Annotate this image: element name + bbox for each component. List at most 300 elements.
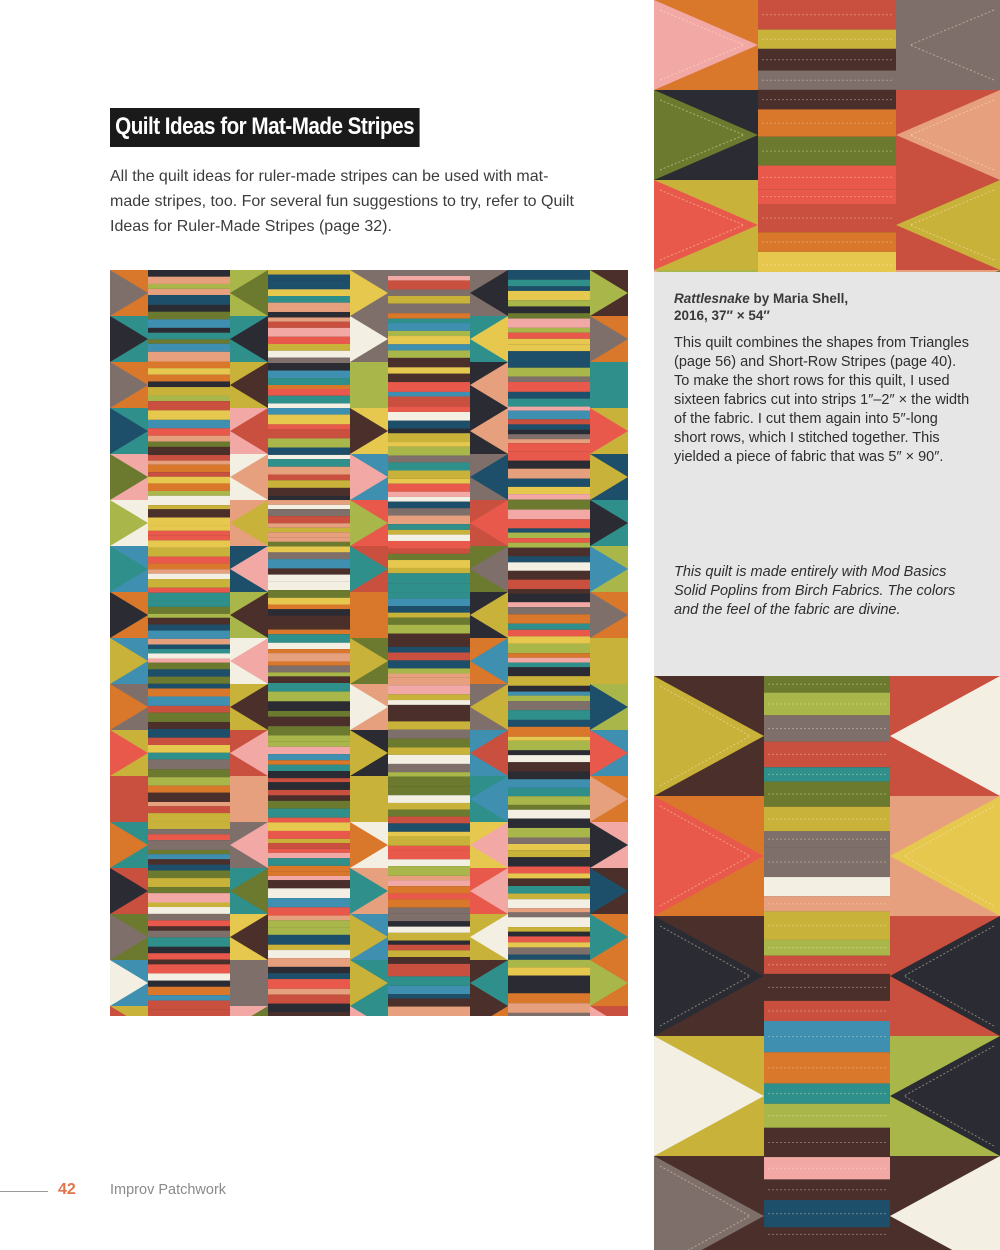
quilt-stripe [148,729,230,738]
quilt-stripe [148,813,230,821]
quilt-stripe [508,533,590,538]
quilt-stripe [148,960,230,965]
quilt-stripe [508,300,590,306]
quilt-stripe [388,647,470,653]
quilt-stripe [508,548,590,557]
quilt-stripe [388,739,470,748]
quilt-stripe [508,636,590,643]
quilt-stripe [148,496,230,505]
quilt-stripe [268,839,350,843]
quilt-stripe [508,451,590,460]
quilt-stripe [508,434,590,439]
quilt-detail-photo-top [654,0,1000,272]
quilt-stripe [268,692,350,702]
quilt-stripe [268,415,350,425]
quilt-stripe [508,607,590,614]
quilt-stripe [388,535,470,541]
quilt-stripe [388,592,470,599]
quilt-stripe [268,496,350,500]
quilt-stripe [268,328,350,337]
quilt-stripe [388,433,470,442]
quilt-stripe [388,634,470,643]
quilt-stripe [508,614,590,623]
quilt-stripe [148,396,230,402]
quilt-stripe [764,767,890,781]
quilt-stripe [268,643,350,649]
quilt-stripe [268,275,350,281]
quilt-stripe [148,1010,230,1016]
quilt-stripe [388,674,470,678]
quilt-stripe [508,368,590,377]
quilt-stripe [508,439,590,443]
quilt-stripe [268,590,350,598]
quilt-stripe [268,322,350,328]
quilt-stripe [148,625,230,631]
quilt-stripe [508,750,590,755]
quilt-stripe [508,947,590,954]
quilt-stripe [148,442,230,447]
quilt-stripe [148,995,230,1000]
quilt-stripe [148,328,230,333]
quilt-stripe [148,277,230,284]
quilt-stripe [268,876,350,880]
quilt-stripe [148,663,230,670]
quilt-stripe [148,964,230,973]
quilt-stripe [148,840,230,850]
quilt-stripe [388,921,470,926]
quilt-stripe [148,344,230,352]
quilt-stripe [388,374,470,382]
quilt-stripe [148,920,230,926]
quilt-stripe [268,858,350,866]
quilt-stripe [508,696,590,702]
quilt-stripe [148,753,230,760]
quilt-stripe [148,483,230,491]
page-number: 42 [58,1181,76,1198]
quilt-stripe [268,459,350,467]
quilt-stripe [268,559,350,568]
quilt-stripe [764,974,890,1001]
quilt-stripe [268,351,350,358]
quilt-stripe [268,289,350,296]
quilt-stripe [388,412,470,421]
quilt-stripe [508,1013,590,1016]
quilt-stripe [508,319,590,328]
quilt-stripe [508,710,590,720]
quilt-stripe [764,693,890,716]
quilt-stripe [268,616,350,625]
quilt-stripe [268,575,350,582]
quilt-stripe [148,284,230,289]
quilt-stripe [508,976,590,986]
quilt-stripe [508,779,590,788]
quilt-stripe [388,705,470,713]
quilt-stripe [268,649,350,653]
quilt-stripe [388,795,470,803]
quilt-stripe [268,634,350,643]
quilt-stripe [268,945,350,950]
quilt-stripe [268,389,350,396]
quilt-stripe [268,363,350,370]
quilt-stripe [388,530,470,535]
quilt-stripe [268,455,350,459]
quilt-stripe [388,880,470,886]
quilt-stripe [148,745,230,753]
quilt-stripe [148,689,230,697]
quilt-stripe [508,510,590,520]
quilt-stripe [268,771,350,778]
quilt-stripe [508,867,590,874]
quilt-stripe [508,788,590,796]
quilt-stripe [508,351,590,358]
quilt-stripe [388,713,470,722]
quilt-stripe [268,950,350,958]
quilt-stripe [148,517,230,525]
quilt-stripe [388,492,470,497]
quilt-stripe [148,878,230,887]
quilt-stripe [268,683,350,692]
quilt-stripe [508,850,590,857]
quilt-stripe [148,854,230,859]
quilt-stripe [148,870,230,878]
quilt-stripe [508,692,590,696]
quilt-stripe [764,1083,890,1103]
quilt-stripe [148,947,230,953]
quilt-stripe [148,509,230,517]
quilt-stripe [388,382,470,392]
quilt-stripe [388,653,470,661]
quilt-stripe [508,313,590,318]
quilt-stripe [268,849,350,853]
quilt-stripe [148,806,230,813]
quilt-stripe [388,1007,470,1016]
quilt-stripe [764,715,890,741]
quilt-stripe [268,532,350,537]
quilt-stripe [388,270,470,276]
quilt-stripe [268,467,350,475]
quilt-stripe [148,455,230,461]
quilt-stripe [268,528,350,532]
quilt-stripe [508,407,590,411]
quilt-stripe [268,778,350,782]
quilt-stripe [268,989,350,995]
quilt-stripe [388,998,470,1006]
quilt-stripe [268,853,350,858]
quilt-stripe [388,502,470,509]
quilt-stripe [388,810,470,817]
quilt-stripe [508,720,590,727]
quilt-stripe [268,973,350,979]
quilt-stripe [148,387,230,395]
quilt-stripe [268,312,350,317]
quilt-stripe [508,580,590,590]
quilt-stripe [508,967,590,975]
quilt-stripe [508,556,590,562]
quilt-stripe [148,829,230,834]
quilt-stripe [388,668,470,673]
quilt-stripe [508,886,590,894]
quilt-stripe [388,331,470,336]
quilt-stripe [508,339,590,345]
quilt-stripe [508,838,590,844]
quilt-stripe [508,392,590,399]
quilt-stripe [268,653,350,661]
quilt-stripe [148,333,230,340]
quilt-stripe [508,328,590,333]
quilt-stripe [388,700,470,705]
quilt-stripe [508,1003,590,1013]
quilt-stripe [508,624,590,630]
quilt-stripe [148,669,230,676]
quilt-stripe [508,562,590,570]
quilt-stripe [148,588,230,593]
quilt-stripe [268,967,350,973]
quilt-stripe [508,741,590,750]
quilt-stripe [148,593,230,601]
quilt-stripe [268,790,350,795]
quilt-stripe [388,721,470,729]
quilt-stripe [268,581,350,590]
quilt-stripe [268,701,350,711]
quilt-stripe [508,270,590,280]
quilt-stripe [508,936,590,942]
quilt-stripe [508,377,590,382]
quilt-stripe [508,818,590,827]
quilt-stripe [268,344,350,351]
quilt-stripe [388,899,470,908]
quilt-stripe [508,494,590,500]
quilt-stripe [388,479,470,484]
quilt-stripe [388,786,470,795]
quilt-stripe [148,540,230,547]
quilt-stripe [148,465,230,473]
quilt-stripe [148,1001,230,1010]
quilt-stripe [508,424,590,429]
quilt-stripe [148,375,230,382]
quilt-stripe [508,286,590,291]
quilt-stripe [148,447,230,455]
quilt-stripe [268,1012,350,1016]
quilt-stripe [388,747,470,754]
quilt-stripe [764,1179,890,1200]
quilt-stripe [388,524,470,530]
quilt-stripe [148,548,230,557]
quilt-stripe [508,857,590,866]
quilt-detail-photo-bottom [654,676,1000,1250]
quilt-stripe [508,894,590,900]
quilt-stripe [268,831,350,839]
quilt-stripe [268,429,350,438]
quilt-stripe [508,602,590,607]
quilt-stripe [148,614,230,618]
quilt-stripe [388,694,470,700]
quilt-stripe [388,964,470,970]
quilt-stripe [268,270,350,275]
quilt-stripe [388,350,470,357]
quilt-stripe [388,859,470,866]
quilt-stripe [508,306,590,313]
quilt-stripe [764,911,890,940]
quilt-stripe [148,793,230,802]
quilt-stripe [268,408,350,415]
caption-byline: by Maria Shell, [749,291,849,306]
quilt-stripe [148,987,230,995]
quilt-stripe [764,1052,890,1083]
quilt-stripe [508,805,590,810]
quilt-stripe [268,500,350,505]
quilt-stripe [508,653,590,657]
quilt-stripe [268,735,350,741]
quilt-stripe [148,777,230,786]
quilt-stripe [508,630,590,637]
quilt-stripe [148,859,230,864]
quilt-stripe [388,289,470,295]
quilt-stripe [508,382,590,392]
quilt-stripe [148,937,230,946]
quilt-stripe [268,385,350,389]
quilt-stripe [268,537,350,542]
quilt-stripe [268,711,350,717]
quilt-stripe [148,713,230,722]
quilt-stripe [148,569,230,573]
quilt-stripe [268,609,350,616]
quilt-stripe [148,491,230,496]
quilt-stripe [388,876,470,881]
quilt-stripe [388,764,470,772]
quilt-stripe [148,436,230,442]
quilt-stripe [148,631,230,639]
quilt-stripe [148,410,230,420]
quilt-stripe [268,624,350,629]
quilt-stripe [388,986,470,994]
quilt-stripe [148,461,230,465]
quilt-stripe [508,280,590,287]
quilt-stripe [148,738,230,745]
quilt-stripe [764,1021,890,1052]
quilt-stripe [508,771,590,779]
quilt-stripe [388,886,470,893]
quilt-stripe [268,801,350,809]
quilt-stripe [148,531,230,536]
quilt-stripe [148,914,230,920]
quilt-stripe [388,442,470,447]
quilt-stripe [388,296,470,304]
quilt-stripe [388,508,470,515]
quilt-stripe [508,899,590,908]
quilt-stripe [268,717,350,726]
quilt-stripe [388,618,470,625]
quilt-stripe [148,684,230,689]
quilt-stripe [268,424,350,429]
quilt-stripe [508,873,590,878]
caption-work-title: Rattlesnake [674,291,750,306]
section-heading: Quilt Ideas for Mat-Made Stripes [110,108,419,147]
quilt-stripe [268,523,350,528]
quilt-stripe [388,945,470,951]
quilt-stripe [388,777,470,787]
quilt-stripe [388,933,470,941]
quilt-stripe [148,574,230,579]
quilt-stripe [268,568,350,574]
quilt-stripe [764,940,890,956]
quilt-stripe [148,865,230,871]
quilt-stripe [148,289,230,295]
quilt-stripe [508,333,590,339]
quilt-stripe [148,564,230,570]
quilt-stripe [508,487,590,494]
quilt-stripe [388,280,470,289]
quilt-stripe [764,831,890,847]
quilt-stripe [508,500,590,510]
quilt-stripe [268,438,350,447]
quilt-stripe [388,560,470,568]
quilt-stripe [268,726,350,735]
quilt-stripe [764,676,890,693]
quilt-stripe [148,428,230,435]
quilt-stripe [508,519,590,528]
quilt-stripe [148,639,230,645]
footer-rule [0,1191,48,1192]
quilt-stripe [268,281,350,290]
quilt-stripe [508,543,590,548]
quilt-stripe [508,701,590,710]
quilt-stripe [148,802,230,806]
quilt-stripe [508,461,590,469]
quilt-stripe [148,653,230,658]
quilt-stripe [388,549,470,554]
quilt-stripe [268,488,350,496]
quilt-stripe [148,834,230,840]
quilt-stripe [388,927,470,933]
quilt-stripe [388,599,470,606]
quilt-stripe [764,1200,890,1227]
quilt-stripe [508,344,590,351]
quilt-stripe [388,660,470,668]
quilt-stripe [508,411,590,420]
quilt-stripe [148,579,230,588]
quilt-stripe [268,676,350,683]
quilt-stripe [388,893,470,899]
quilt-stripe [148,887,230,893]
quilt-stripe [508,686,590,692]
quilt-stripe [388,462,470,470]
quilt-stripe [764,1242,890,1250]
quilt-stripe [268,475,350,481]
quilt-stripe [388,406,470,412]
quilt-stripe [148,312,230,320]
quilt-stripe [268,303,350,312]
quilt-stripe [268,371,350,379]
quilt-stripe [764,1128,890,1157]
quilt-stripe [508,528,590,532]
quilt-stripe [388,336,470,344]
quilt-stripe [388,554,470,560]
quilt-stripe [508,359,590,368]
quilt-stripe [268,754,350,760]
quilt-stripe [388,323,470,331]
quilt-stripe [148,299,230,304]
quilt-stripe [764,742,890,768]
quilt-stripe [764,847,890,877]
quilt-stripe [268,337,350,344]
quilt-stripe [268,546,350,552]
quilt-stripe [508,912,590,917]
quilt-stripe [508,594,590,602]
quilt-stripe [148,759,230,769]
quilt-stripe [148,821,230,829]
quilt-stripe [388,941,470,945]
quilt-stripe [268,782,350,790]
